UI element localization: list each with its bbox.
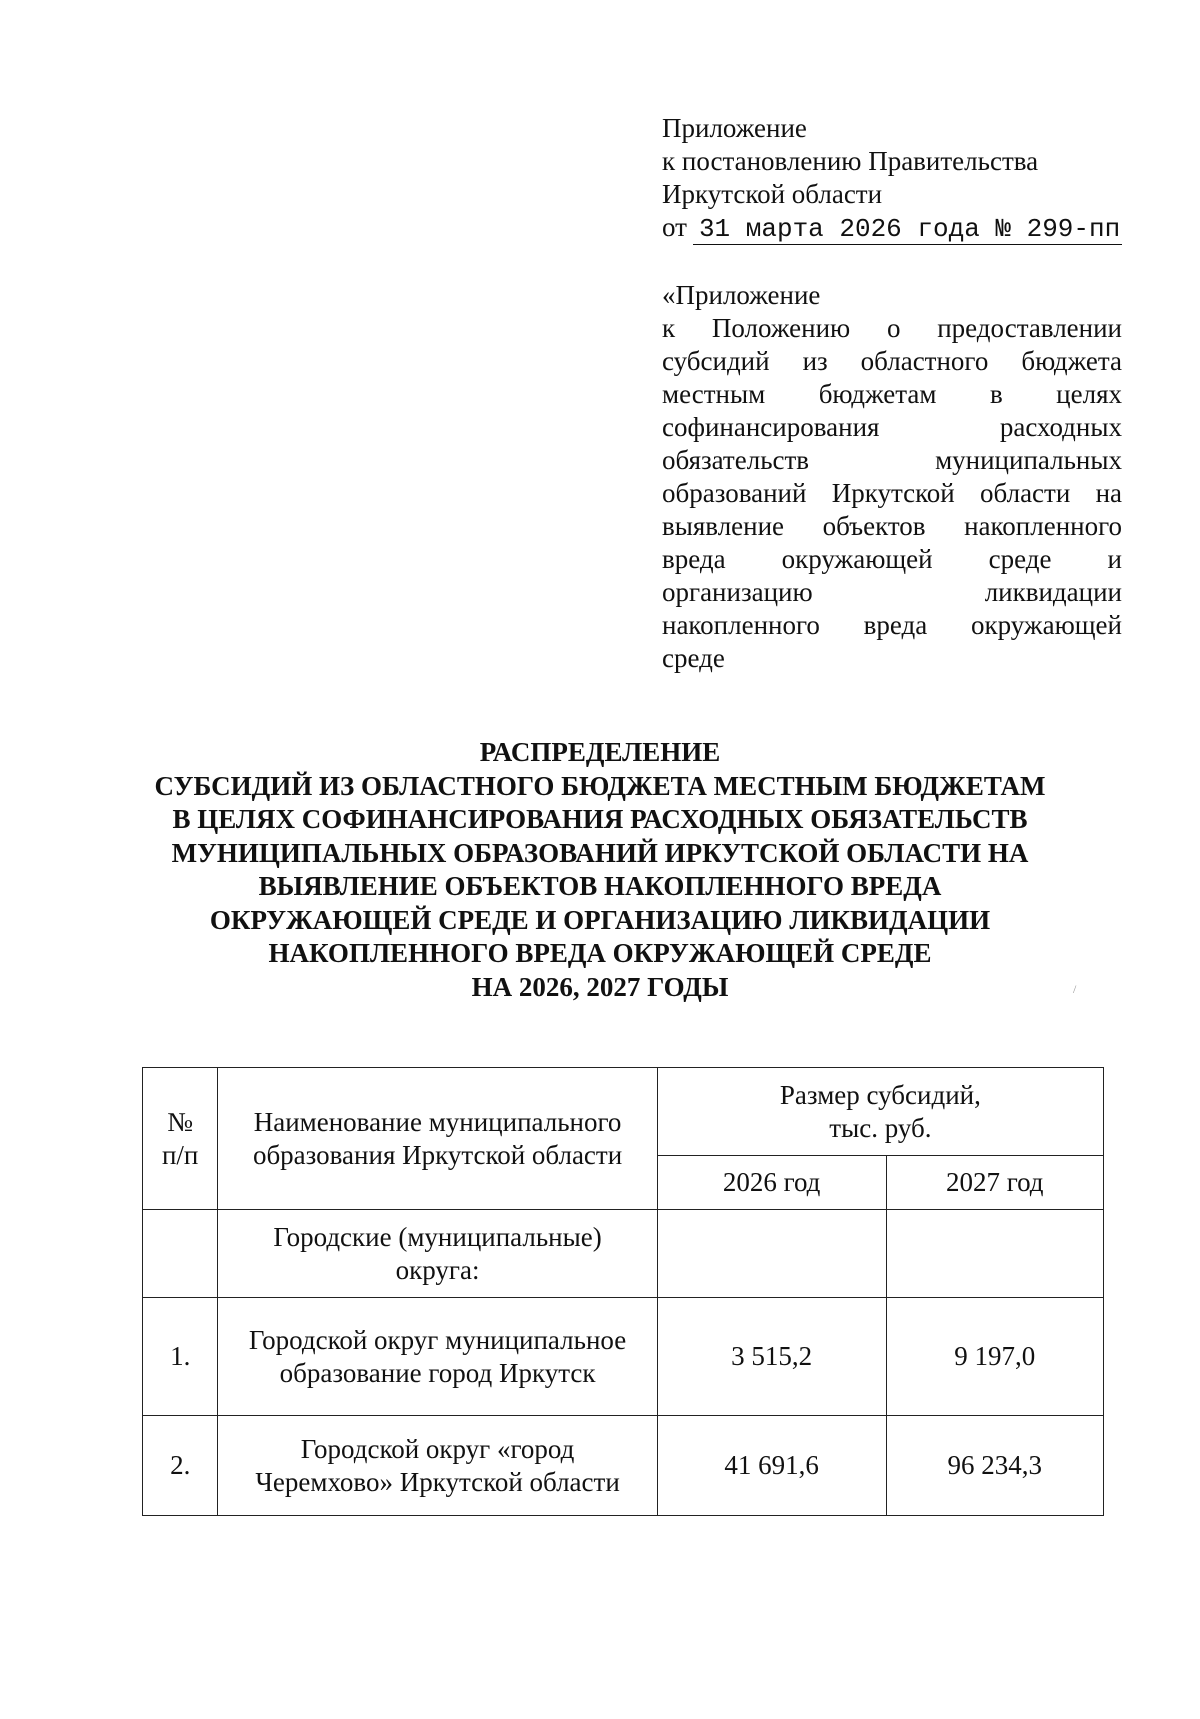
title-line: НА 2026, 2027 ГОДЫ <box>471 971 729 1002</box>
word: местным <box>662 379 766 409</box>
word: Положению <box>711 313 851 343</box>
word: областного <box>860 346 989 376</box>
word: расходных <box>999 412 1122 442</box>
title-line: ОКРУЖАЮЩЕЙ СРЕДЕ И ОРГАНИЗАЦИЮ ЛИКВИДАЦИИ <box>209 904 991 935</box>
title-line: МУНИЦИПАЛЬНЫХ ОБРАЗОВАНИЙ ИРКУТСКОЙ ОБЛАСТИ НА <box>171 837 1029 868</box>
row-name-line: Городской округ «город <box>300 1433 575 1464</box>
word: из <box>802 346 828 376</box>
word: и <box>1107 544 1122 574</box>
header-number-line: № <box>167 1106 194 1137</box>
word: на <box>1095 478 1122 508</box>
section-name-cell <box>218 1210 657 1298</box>
word: выявление <box>662 511 785 541</box>
word: вреда <box>662 544 726 574</box>
header-amount-line: Размер субсидий, <box>779 1079 981 1110</box>
word: накопленного <box>662 610 820 640</box>
word: Иркутской <box>831 478 955 508</box>
word: о <box>886 313 901 343</box>
appendix-region: Иркутской области <box>662 179 883 209</box>
header-number <box>143 1068 218 1210</box>
word: в <box>989 379 1003 409</box>
word: предоставлении <box>937 313 1122 343</box>
title-line: СУБСИДИЙ ИЗ ОБЛАСТНОГО БЮДЖЕТА МЕСТНЫМ БЮДЖЕТАМ <box>154 770 1046 801</box>
word: области <box>980 478 1071 508</box>
row-name <box>218 1416 657 1516</box>
regulation-line-3 <box>662 345 1122 378</box>
word: образований <box>662 478 807 508</box>
regulation-line-1: «Приложение <box>662 280 821 310</box>
header-year-2026: 2026 год <box>657 1156 886 1210</box>
word: обязательств <box>662 445 810 475</box>
appendix-label: Приложение <box>662 113 807 143</box>
subsidy-table <box>142 1067 1104 1516</box>
section-number-cell <box>143 1210 218 1298</box>
regulation-line-11 <box>662 609 1122 642</box>
word: объектов <box>822 511 926 541</box>
table-row <box>143 1416 1104 1516</box>
regulation-line-9 <box>662 543 1122 576</box>
word: накопленного <box>964 511 1122 541</box>
word: окружающей <box>971 610 1122 640</box>
word: бюджетам <box>818 379 937 409</box>
regulation-line-6 <box>662 444 1122 477</box>
regulation-line-12: среде <box>662 643 725 673</box>
word: субсидий <box>662 346 770 376</box>
row-name-line: образование город Иркутск <box>279 1357 596 1388</box>
word: целях <box>1056 379 1122 409</box>
document-title <box>130 736 1070 1004</box>
appendix-header <box>662 112 1122 245</box>
header-name-line: образования Иркутской области <box>252 1139 623 1170</box>
header-amount-line: тыс. руб. <box>829 1112 932 1143</box>
header-number-line: п/п <box>161 1139 199 1170</box>
word: к <box>662 313 676 343</box>
word: вреда <box>863 610 928 640</box>
regulation-header <box>662 279 1122 675</box>
regulation-line-5 <box>662 411 1122 444</box>
section-line: Городские (муниципальные) <box>273 1221 602 1252</box>
row-number: 2. <box>143 1416 218 1516</box>
header-year-2027: 2027 год <box>886 1156 1104 1210</box>
row-name <box>218 1298 657 1416</box>
row-value-2026: 3 515,2 <box>657 1298 886 1416</box>
word: софинансирования <box>662 412 880 442</box>
row-number: 1. <box>143 1298 218 1416</box>
appendix-resolution: к постановлению Правительства <box>662 146 1039 176</box>
row-value-2027: 9 197,0 <box>886 1298 1104 1416</box>
section-2027-cell <box>886 1210 1104 1298</box>
row-value-2026: 41 691,6 <box>657 1416 886 1516</box>
regulation-line-8 <box>662 510 1122 543</box>
word: ликвидации <box>984 577 1122 607</box>
regulation-line-2 <box>662 312 1122 345</box>
order-prefix: от <box>662 212 687 242</box>
row-name-line: Городской округ муниципальное <box>248 1324 627 1355</box>
order-line <box>662 211 1122 245</box>
order-date-number: 31 марта 2026 года № 299-пп <box>693 214 1122 245</box>
word: организацию <box>662 577 813 607</box>
row-name-line: Черемхово» Иркутской области <box>255 1466 620 1497</box>
header-name <box>218 1068 657 1210</box>
table-header-row <box>143 1068 1104 1156</box>
regulation-line-4 <box>662 378 1122 411</box>
word: бюджета <box>1021 346 1122 376</box>
regulation-line-7 <box>662 477 1122 510</box>
section-2026-cell <box>657 1210 886 1298</box>
title-line: РАСПРЕДЕЛЕНИЕ <box>479 737 721 767</box>
word: окружающей <box>781 544 933 574</box>
header-name-line: Наименование муниципального <box>253 1106 622 1137</box>
title-line: В ЦЕЛЯХ СОФИНАНСИРОВАНИЯ РАСХОДНЫХ ОБЯЗАТЕЛЬСТВ <box>172 804 1028 834</box>
scan-mark: / <box>1073 982 1077 996</box>
row-value-2027: 96 234,3 <box>886 1416 1104 1516</box>
title-line: НАКОПЛЕННОГО ВРЕДА ОКРУЖАЮЩЕЙ СРЕДЕ <box>268 938 932 968</box>
section-line: округа: <box>395 1254 480 1285</box>
word: среде <box>988 544 1052 574</box>
regulation-line-10 <box>662 576 1122 609</box>
header-amount <box>657 1068 1103 1156</box>
table-section-row <box>143 1210 1104 1298</box>
word: муниципальных <box>935 445 1122 475</box>
title-line: ВЫЯВЛЕНИЕ ОБЪЕКТОВ НАКОПЛЕННОГО ВРЕДА <box>258 871 942 901</box>
table-row <box>143 1298 1104 1416</box>
